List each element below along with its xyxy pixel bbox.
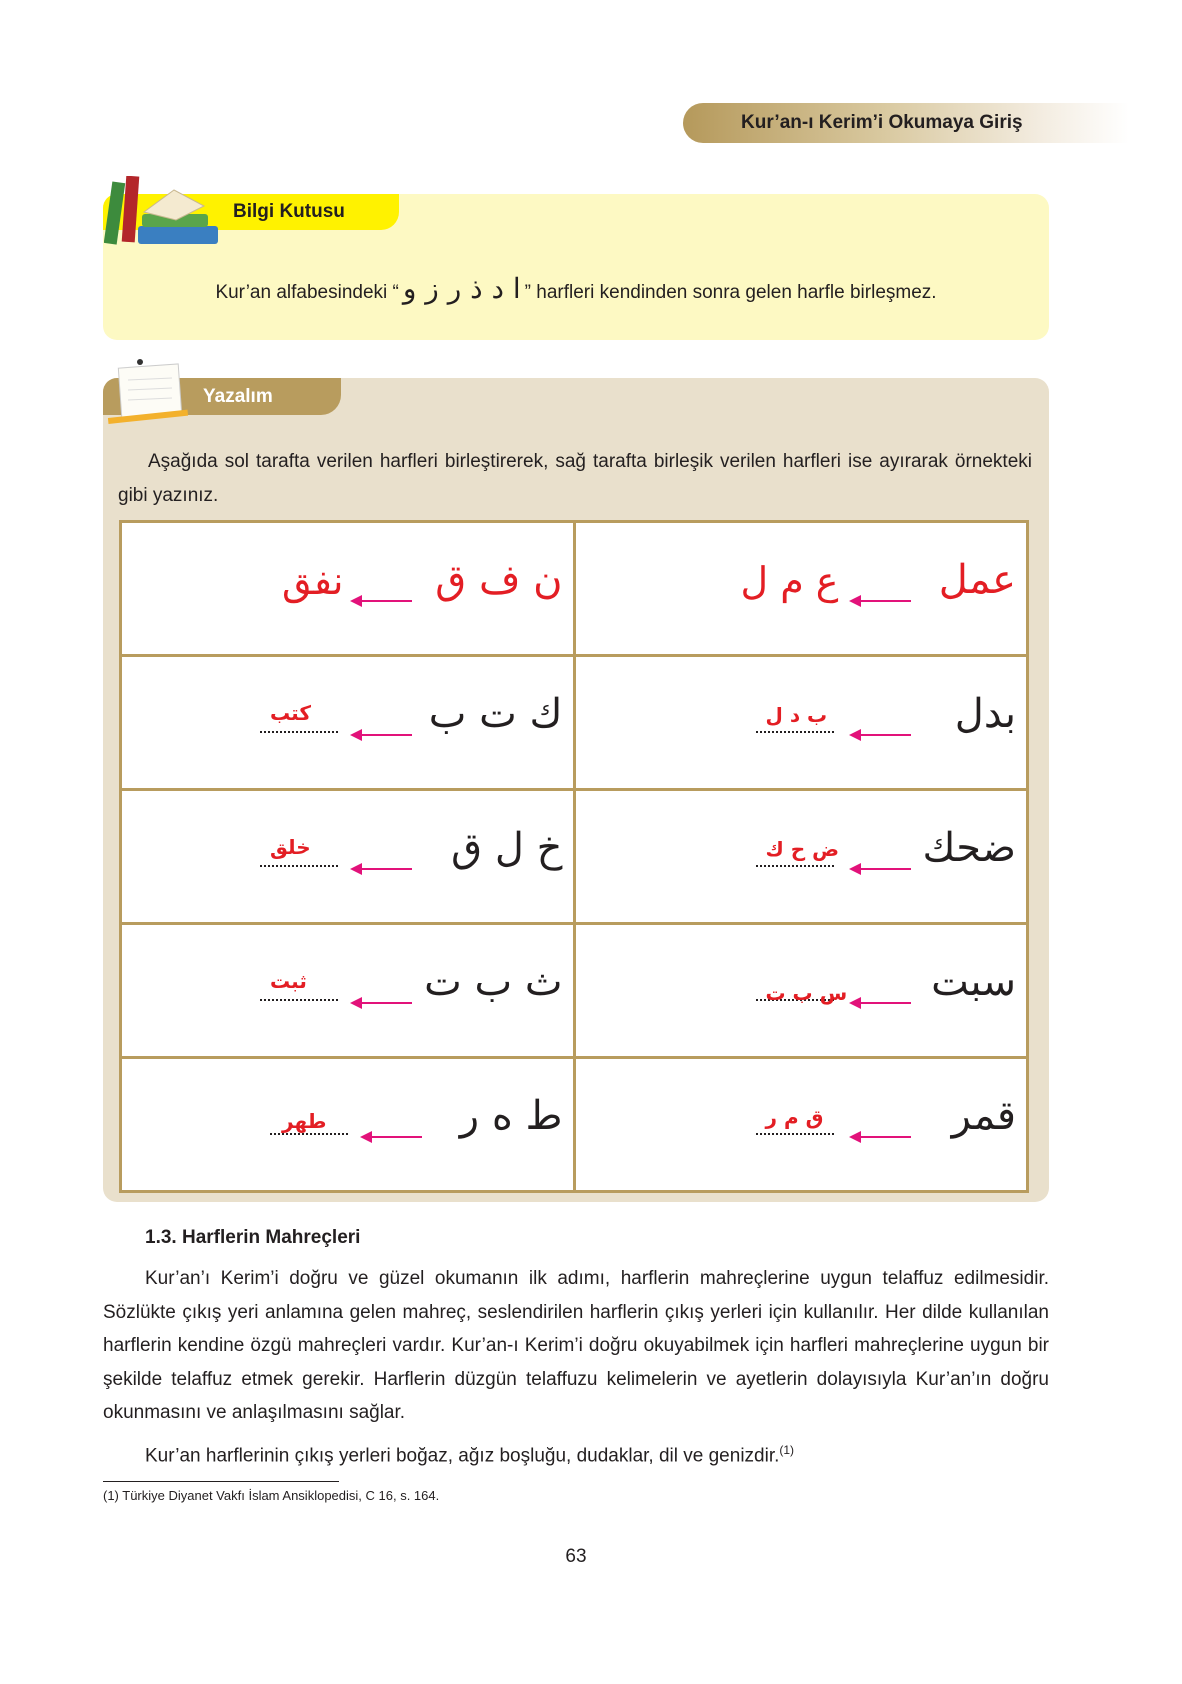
split-cell: [574, 790, 1028, 924]
info-text-after: ” harfleri kendinden sonra gelen harfle birleşmez.: [524, 282, 937, 303]
section-body: [103, 1262, 1049, 1472]
separate-letters: خ ل ق: [451, 825, 563, 871]
books-icon: [104, 176, 222, 248]
joined-word: سبت: [931, 959, 1016, 1005]
join-cell: [121, 656, 575, 790]
footnote: (1) Türkiye Diyanet Vakfı İslam Ansiklopedisi, C 16, s. 164.: [103, 1488, 440, 1503]
exercise-row: [121, 1058, 1028, 1192]
info-text-before: Kur’an alfabesindeki “: [215, 282, 399, 303]
split-cell: [574, 924, 1028, 1058]
answer-text: طهر: [282, 1109, 327, 1133]
footnote-ref[interactable]: (1): [779, 1442, 795, 1457]
info-text: [103, 272, 1049, 305]
joined-word: قمر: [951, 1093, 1016, 1139]
joined-word: ضحك: [922, 825, 1016, 871]
split-cell: [574, 656, 1028, 790]
paragraph: [103, 1434, 1049, 1473]
answer-text: ض ح ك: [765, 837, 840, 861]
separate-letters: ك ت ب: [428, 691, 563, 737]
join-cell: [121, 522, 575, 656]
chapter-header: Kur’an-ı Kerim’i Okumaya Giriş: [683, 103, 1129, 143]
exercise-title: Yazalım: [103, 378, 341, 415]
answer-text: ق م ر: [765, 1105, 824, 1129]
split-cell: [574, 522, 1028, 656]
exercise-row: [121, 790, 1028, 924]
arrow-left-icon: [851, 1002, 911, 1004]
page-number: 63: [565, 1546, 587, 1567]
exercise-row: [121, 656, 1028, 790]
answer-text: خلق: [270, 835, 311, 859]
arrow-left-icon: [851, 868, 911, 870]
note-pencil-icon: [106, 358, 202, 428]
joined-word: نفق: [282, 559, 344, 603]
arrow-left-icon: [851, 734, 911, 736]
footnote-divider: [103, 1481, 339, 1482]
answer-text: ب د ل: [765, 703, 828, 727]
answer-text: ثبت: [270, 969, 307, 993]
answer-text: س ب ت: [765, 981, 848, 1005]
info-box-title: Bilgi Kutusu: [103, 194, 399, 230]
arabic-letters: ا د ذ ر ز و: [402, 272, 521, 305]
paragraph-text: Kur’an harflerinin çıkış yerleri boğaz, ağız boşluğu, dudaklar, dil ve genizdir.: [145, 1444, 780, 1466]
arrow-left-icon: [362, 1136, 422, 1138]
exercise-row: [121, 924, 1028, 1058]
separate-letters: ن ف ق: [435, 557, 563, 603]
answer-text: كتب: [270, 701, 311, 725]
exercise-row: [121, 522, 1028, 656]
separate-letters: ث ب ت: [424, 959, 563, 1005]
arrow-left-icon: [352, 868, 412, 870]
split-cell: [574, 1058, 1028, 1192]
separate-letters: ط ه ر: [459, 1093, 563, 1139]
section-heading: 1.3. Harflerin Mahreçleri: [145, 1227, 361, 1248]
join-cell: [121, 1058, 575, 1192]
joined-word: عمل: [938, 557, 1016, 603]
exercise-instruction: Aşağıda sol tarafta verilen harfleri birleştirerek, sağ tarafta birleşik verilen harfleri ise ayırarak örnekteki gibi yazınız.: [118, 451, 1032, 506]
arrow-left-icon: [851, 1136, 911, 1138]
arrow-left-icon: [352, 1002, 412, 1004]
paragraph: Kur’an’ı Kerim’i doğru ve güzel okumanın ilk adımı, harflerin mahreçlerine uygun telaffuz edilmesidir. Sözlükte çıkış yeri anlamına gelen mahreç, seslendirilen harflerin çıkış yerleri için kullanılır. Her dilde kullanılan harflerin kendine özgü mahreçleri vardır. Kur’an-ı Kerim’i doğru okuyabilmek için harfleri mahreçlerine uygun bir şekilde telaffuz etmek gerekir. Harflerin düzgün telaffuzu kelimelerin ve ayetlerin dolayısıyla Kur’an’ın doğru okunmasını ve anlaşılmasını sağlar.: [103, 1268, 1049, 1423]
exercise-table: [119, 520, 1029, 1193]
join-cell: [121, 790, 575, 924]
separated-letters: ع م ل: [740, 559, 839, 603]
join-cell: [121, 924, 575, 1058]
joined-word: بدل: [954, 691, 1016, 737]
arrow-left-icon: [352, 600, 412, 602]
arrow-left-icon: [352, 734, 412, 736]
arrow-left-icon: [851, 600, 911, 602]
